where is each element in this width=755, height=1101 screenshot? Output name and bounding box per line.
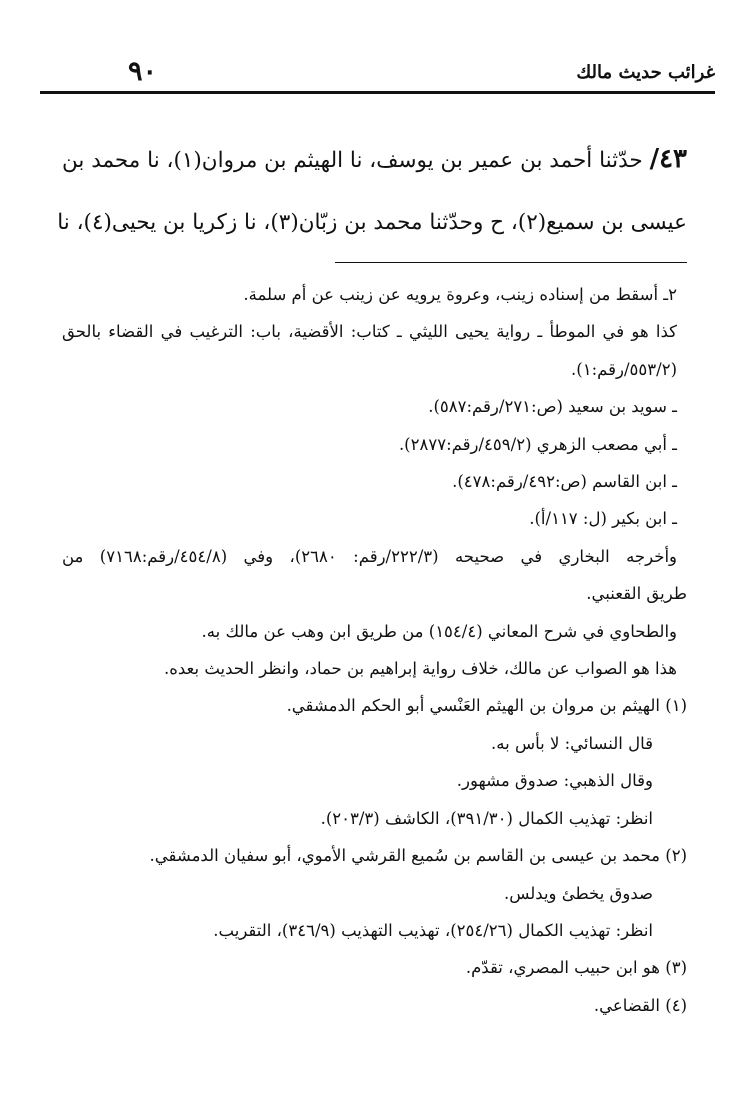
note-line: طريق القعنبي. — [586, 584, 687, 604]
page-number: ٩٠ — [128, 56, 158, 87]
note-line: (٥٥٣/٢/رقم:١). — [571, 359, 677, 379]
note-line: والطحاوي في شرح المعاني (١٥٤/٤) من طريق ابن وهب عن مالك به. — [201, 621, 677, 641]
note-line: انظر: تهذيب الكمال (٣٩١/٣٠)، الكاشف (٢٠٣/٣). — [320, 808, 653, 828]
footnotes — [62, 276, 687, 1024]
hadith-number: ٤٣/ — [649, 144, 687, 174]
hadith-text — [57, 128, 687, 254]
note-line: هذا هو الصواب عن مالك، خلاف رواية إبراهيم بن حماد، وانظر الحديث بعده. — [163, 659, 677, 679]
footnote-2: (٢) محمد بن عيسى بن القاسم بن سُميع القرشي الأموي، أبو سفيان الدمشقي. — [149, 846, 687, 866]
note-line: ـ ابن بكير (ل: ١١٧/أ). — [529, 509, 677, 529]
footnote-3: (٣) هو ابن حبيب المصري، تقدّم. — [465, 958, 687, 978]
note-line: ـ أبي مصعب الزهري (٤٥٩/٢/رقم:٢٨٧٧). — [398, 434, 677, 454]
hadith-line-1 — [62, 128, 687, 192]
note-line: ـ ابن القاسم (ص:٤٩٢/رقم:٤٧٨). — [452, 472, 677, 492]
footnote-1: (١) الهيثم بن مروان بن الهيثم العَنْسي أبو الحكم الدمشقي. — [286, 696, 687, 716]
note-line: انظر: تهذيب الكمال (٢٥٤/٢٦)، تهذيب التهذيب (٣٤٦/٩)، التقريب. — [213, 920, 653, 940]
note-line: ـ سويد بن سعيد (ص:٢٧١/رقم:٥٨٧). — [428, 397, 677, 417]
running-title: غرائب حديث مالك — [576, 62, 715, 83]
hadith-line-2: عيسى بن سميع(٢)، ح وحدّثنا محمد بن زبّان(٣)، نا زكريا بن يحيى(٤)، نا — [57, 210, 687, 235]
note-line: صدوق يخطئ ويدلس. — [504, 883, 653, 903]
note-line: ٢ـ أسقط من إسناده زينب، وعروة يرويه عن زينب عن أم سلمة. — [243, 285, 677, 304]
running-head — [40, 58, 715, 92]
note-line: قال النسائي: لا بأس به. — [491, 733, 653, 753]
note-line: وقال الذهبي: صدوق مشهور. — [456, 771, 653, 791]
footnote-rule — [335, 262, 687, 263]
note-line: وأخرجه البخاري في صحيحه (٢٢٢/٣/رقم: ٢٦٨٠)، وفي (٤٥٤/٨/رقم:٧١٦٨) من — [62, 546, 677, 566]
hadith-line-1-text: حدّثنا أحمد بن عمير بن يوسف، نا الهيثم بن مروان(١)، نا محمد بن — [62, 148, 643, 173]
note-line: كذا هو في الموطأ ـ رواية يحيى الليثي ـ كتاب: الأقضية، باب: الترغيب في القضاء بالحق — [62, 322, 677, 342]
footnote-4: (٤) القضاعي. — [593, 995, 687, 1015]
header-rule — [40, 91, 715, 94]
